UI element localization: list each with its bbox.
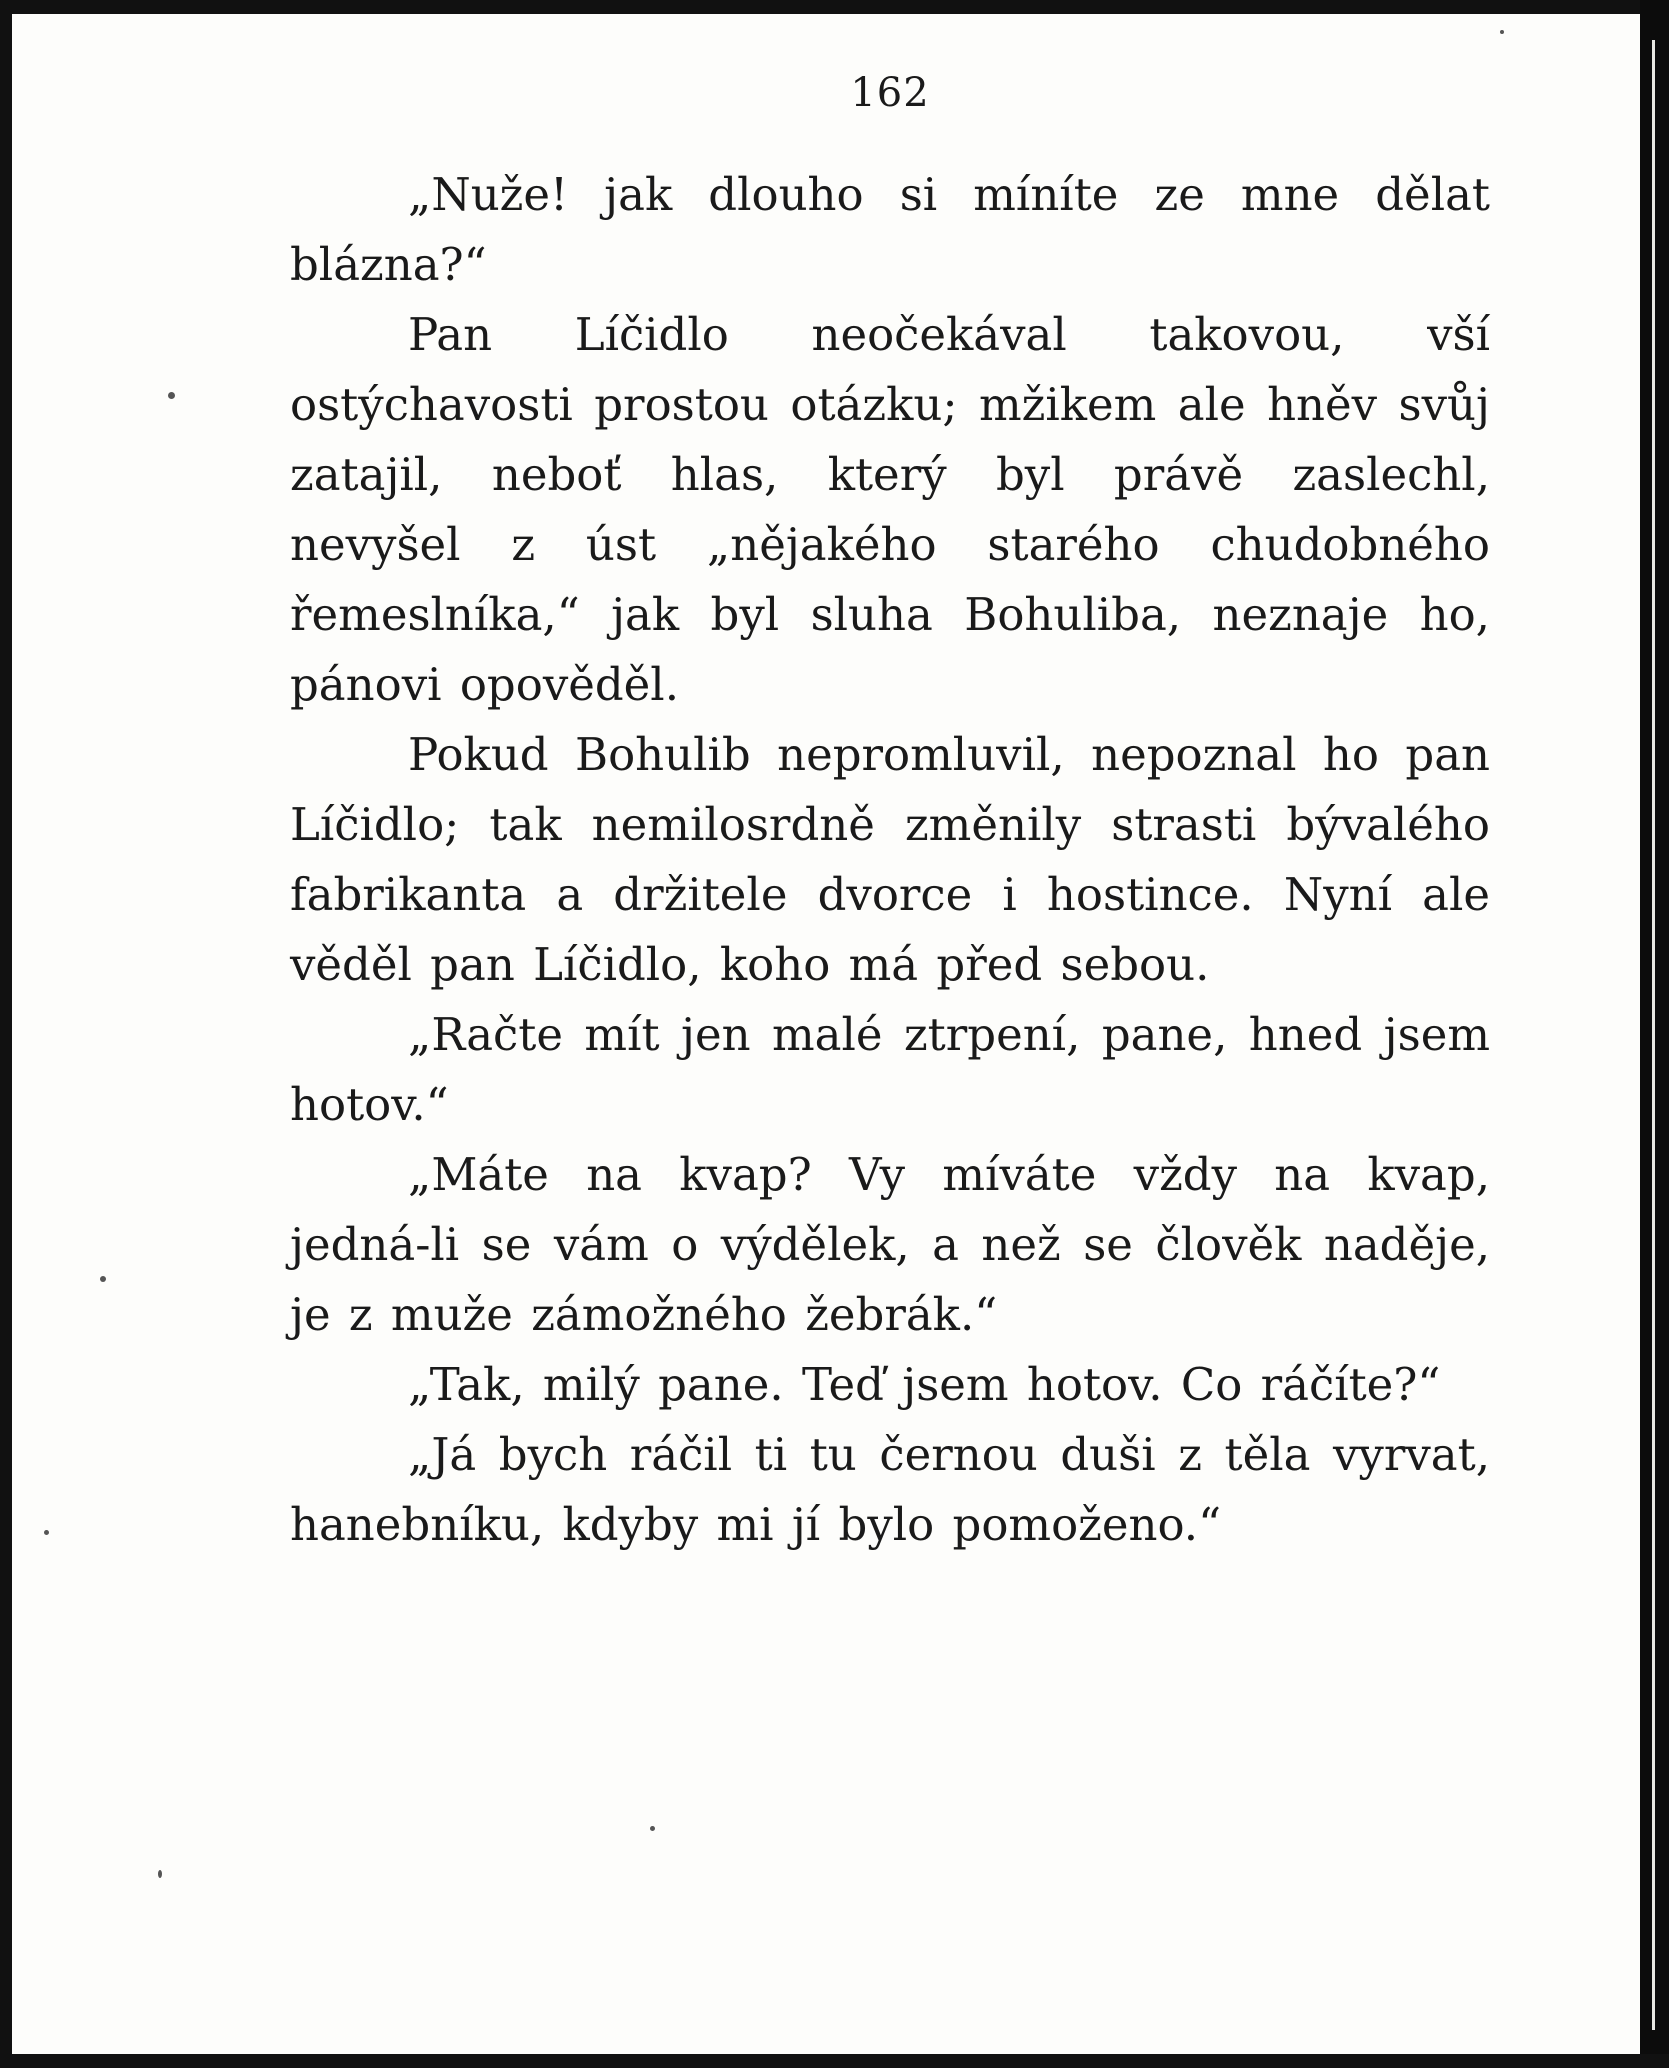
paragraph: „Nuže! jak dlouho si míníte ze mne dělat blázna?“ [290, 168, 1490, 291]
paragraph: „Račte mít jen malé ztrpení, pane, hned jsem hotov.“ [290, 1008, 1490, 1131]
scan-border-left [0, 0, 12, 2068]
page-number: 162 [850, 70, 930, 116]
dust-speck [168, 392, 175, 399]
dust-speck [44, 1530, 49, 1535]
paragraph: „Tak, milý pane. Teď jsem hotov. Co ráčíte?“ [408, 1358, 1441, 1411]
dust-speck [650, 1826, 655, 1831]
dust-speck [100, 1276, 106, 1282]
scan-border-bottom [0, 2054, 1669, 2068]
scan-border-top [0, 0, 1669, 14]
paragraph: „Já bych ráčil ti tu černou duši z těla vyrvat, hanebníku, kdyby mi jí bylo pomoženo.“ [290, 1428, 1490, 1551]
scan-gutter-line [1652, 40, 1655, 2030]
paragraph: „Máte na kvap? Vy míváte vždy na kvap, jedná-li se vám o výdělek, a než se člověk naděje, je z muže zámožného žebrák.“ [290, 1148, 1490, 1341]
paragraph: Pokud Bohulib nepromluvil, nepoznal ho pan Líčidlo; tak nemilosrdně změnily strasti bývalého fabrikanta a držitele dvorce i hostince. Nyní ale věděl pan Líčidlo, koho má před sebou. [290, 728, 1490, 991]
dust-speck [1500, 30, 1504, 34]
book-page [290, 70, 1490, 1560]
dust-speck [158, 1870, 162, 1878]
paragraph: Pan Líčidlo neočekával takovou, vší ostýchavosti prostou otázku; mžikem ale hněv svůj zatajil, neboť hlas, který byl právě zaslechl, nevyšel z úst „nějakého starého chudobného řemeslníka,“ jak byl sluha Bohuliba, neznaje ho, pánovi opověděl. [290, 308, 1490, 711]
